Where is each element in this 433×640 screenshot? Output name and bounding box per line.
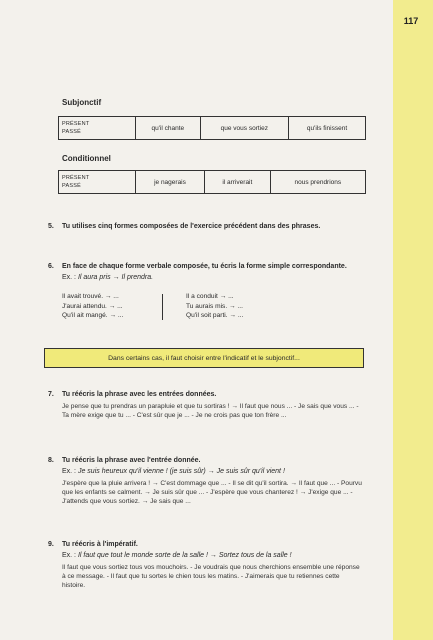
table-cell: que vous sortiez bbox=[200, 117, 288, 140]
list-item: Tu aurais mis. → ... bbox=[186, 302, 243, 310]
tense-label: PRÉSENT PASSÉ bbox=[59, 171, 136, 194]
subjonctif-title: Subjonctif bbox=[62, 98, 102, 107]
page-number: 117 bbox=[403, 16, 419, 26]
exercise-number: 5. bbox=[48, 223, 54, 230]
exercise-number: 9. bbox=[48, 541, 54, 548]
yellow-margin-band bbox=[393, 0, 433, 640]
column-divider bbox=[162, 294, 163, 320]
exercise-example: Ex. : Je suis heureux qu'il vienne ! (je suis sûr) → Je suis sûr qu'il vient ! bbox=[62, 468, 285, 475]
table-cell: je nagerais bbox=[136, 171, 205, 194]
table-cell: il arriverait bbox=[204, 171, 270, 194]
exercise-6 bbox=[48, 262, 362, 282]
exercise-5 bbox=[48, 222, 362, 231]
table-cell: qu'ils finissent bbox=[289, 117, 366, 140]
subjonctif-table bbox=[58, 116, 366, 140]
exercise-8 bbox=[48, 456, 362, 506]
exercise-7 bbox=[48, 390, 362, 420]
exercise-9 bbox=[48, 540, 362, 590]
exercise-example: Ex. : Il faut que tout le monde sorte de la salle ! → Sortez tous de la salle ! bbox=[62, 552, 292, 559]
list-item: Il a conduit → ... bbox=[186, 293, 234, 300]
table-cell: nous prendrions bbox=[270, 171, 365, 194]
exercise-number: 8. bbox=[48, 457, 54, 464]
exercise-example: Ex. : Il aura pris → Il prendra. bbox=[62, 274, 154, 281]
tense-label: PRÉSENT PASSÉ bbox=[59, 117, 136, 140]
list-item: Qu'il soit parti. → ... bbox=[186, 312, 244, 319]
exercise-heading: Tu utilises cinq formes composées de l'exercice précédent dans des phrases. bbox=[62, 223, 321, 230]
exercise-heading: En face de chaque forme verbale composée, tu écris la forme simple correspondante. bbox=[62, 263, 347, 270]
exercise-text: J'espère que la pluie arrivera ! → C'est dommage que ... - Il se dit qu'il sortira. → Il faut que ... - Pourvu que les enfants se calment. → Je suis sûr que ... - J'espère que vous chanterez ! → J'exige que ... - J'attends que vous sortiez. → Je sais que ... bbox=[62, 480, 362, 505]
exercise-text: Il faut que vous sortiez tous vos mouchoirs. - Je voudrais que nous cherchions ensemble une réponse à ce message. - Il faut que tu sortes le chien tous les matins. - J'aimerais que tu retiennes cette histoire. bbox=[62, 564, 360, 589]
exercise-text: Je pense que tu prendras un parapluie et que tu sortiras ! → Il faut que nous ... - Je sais que vous ... - Ta mère exige que tu ... - C'est sûr que je ... - Je ne crois pas que ton frère ... bbox=[62, 403, 359, 419]
exercise-number: 6. bbox=[48, 263, 54, 270]
conditionnel-table bbox=[58, 170, 366, 194]
exercise-heading: Tu réécris la phrase avec l'entrée donnée. bbox=[62, 457, 201, 464]
list-item: Il avait trouvé. → ... bbox=[62, 293, 119, 300]
conditionnel-title: Conditionnel bbox=[62, 154, 111, 163]
notice-box: Dans certains cas, il faut choisir entre l'indicatif et le subjonctif... bbox=[44, 348, 364, 368]
table-cell: qu'il chante bbox=[136, 117, 201, 140]
list-item: Qu'il ait mangé. → ... bbox=[62, 312, 124, 319]
exercise-number: 7. bbox=[48, 391, 54, 398]
list-item: J'aurai attendu. → ... bbox=[62, 302, 123, 310]
exercise-heading: Tu réécris la phrase avec les entrées données. bbox=[62, 391, 217, 398]
exercise-heading: Tu réécris à l'impératif. bbox=[62, 541, 138, 548]
